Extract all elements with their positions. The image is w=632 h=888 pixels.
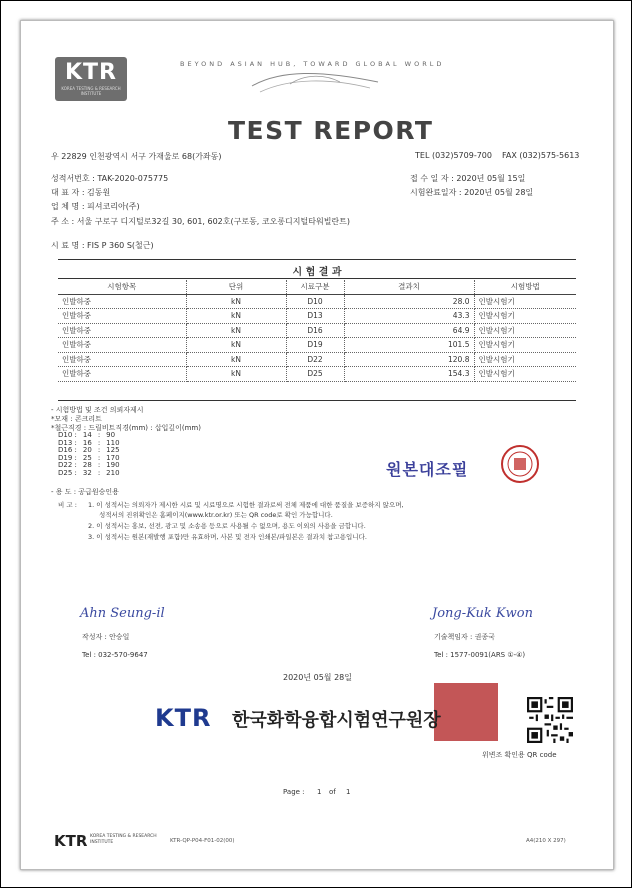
spec-cell: D25 : bbox=[58, 468, 77, 477]
spec-cell: 32 bbox=[82, 468, 92, 477]
col-header: 시료구분 bbox=[286, 280, 344, 294]
red-seal-icon bbox=[500, 441, 540, 487]
page-current: 1 bbox=[317, 788, 322, 796]
official-seal bbox=[434, 683, 498, 741]
company-address: 주 소 : 서울 구로구 디지털로32길 30, 601, 602호(구로동, 코오롱디지털타워빌란트) bbox=[51, 217, 351, 226]
results-table bbox=[58, 280, 576, 382]
issuer-fax: FAX (032)575-5613 bbox=[502, 151, 580, 160]
author-role: 작성자 : 안승일 bbox=[82, 633, 130, 641]
remark-3: 3. 이 성적서는 원본(재발행 포함)만 유효하며, 사본 및 전자 인쇄본/파일본은 결과치 참고용입니다. bbox=[88, 533, 367, 541]
issuer-tel: TEL (032)5709-700 bbox=[415, 151, 492, 160]
cell-method: 인발시험기 bbox=[474, 309, 576, 324]
spec-cell: D22 : bbox=[58, 461, 77, 469]
purpose: - 용 도 : 공급원승인용 bbox=[51, 488, 119, 496]
spec-cell: 14 bbox=[82, 431, 92, 439]
page-of: of bbox=[329, 788, 336, 796]
spec-cell: D13 : bbox=[58, 438, 77, 447]
cell-unit: kN bbox=[186, 367, 286, 382]
report-title: TEST REPORT bbox=[228, 116, 434, 145]
col-header: 시험방법 bbox=[474, 280, 576, 294]
completed-date: 시험완료일자 : 2020년 05월 28일 bbox=[410, 188, 534, 197]
cell-item: 인발하중 bbox=[58, 309, 186, 324]
footer-logo-sub: KOREA TESTING & RESEARCH INSTITUTE bbox=[90, 834, 157, 845]
cell-value: 43.3 bbox=[344, 309, 474, 324]
results-heading: 시 험 결 과 bbox=[292, 267, 342, 278]
table-row bbox=[58, 367, 576, 382]
cell-method: 인발시험기 bbox=[474, 352, 576, 367]
spec-cell: D10 : bbox=[58, 431, 77, 439]
col-header: 시험항목 bbox=[58, 280, 186, 294]
cell-unit: kN bbox=[186, 323, 286, 338]
page-label: Page : bbox=[283, 788, 305, 796]
footer-logo: KTR bbox=[54, 832, 88, 850]
spec-cell: : bbox=[97, 446, 101, 454]
sample-name: 시 료 명 : FIS P 360 S(철근) bbox=[51, 241, 154, 250]
spec-cell: 28 bbox=[82, 461, 92, 469]
remark-1: 1. 이 성적서는 의뢰자가 제시한 시료 및 시료명으로 시험한 결과로써 전체 제품에 대한 품질을 보증하지 않으며, bbox=[88, 501, 404, 509]
spec-cell: 25 bbox=[82, 453, 92, 462]
col-header: 단위 bbox=[186, 280, 286, 294]
representative: 대 표 자 : 김동원 bbox=[51, 188, 111, 197]
cell-method: 인발시험기 bbox=[474, 294, 576, 309]
spec-cell: : bbox=[97, 461, 101, 469]
manager-role: 기술책임자 : 권종국 bbox=[434, 633, 495, 641]
cell-sample: D22 bbox=[286, 352, 344, 367]
cell-unit: kN bbox=[186, 352, 286, 367]
col-header: 결과치 bbox=[344, 280, 474, 294]
footer-paper-size: A4(210 X 297) bbox=[526, 838, 566, 844]
logo-text: KTR bbox=[65, 60, 117, 85]
cell-value: 28.0 bbox=[344, 294, 474, 309]
spec-cell: 16 bbox=[82, 438, 92, 447]
table-row bbox=[58, 352, 576, 367]
cell-method: 인발시험기 bbox=[474, 367, 576, 382]
spec-cell: 20 bbox=[82, 446, 92, 454]
conditions-title: - 시험방법 및 조건 의뢰자제시 bbox=[51, 406, 144, 414]
tagline: BEYOND ASIAN HUB, TOWARD GLOBAL WORLD bbox=[180, 60, 445, 68]
original-verified-mark: 원본대조필 bbox=[386, 460, 469, 479]
cell-item: 인발하중 bbox=[58, 352, 186, 367]
spec-row bbox=[58, 470, 126, 478]
author-tel: Tel : 032-570-9647 bbox=[82, 651, 148, 659]
manager-tel: Tel : 1577-0091(ARS ①-④) bbox=[434, 651, 526, 659]
remark-1b: 성적서의 진위확인은 홈페이지(www.ktr.or.kr) 또는 QR code로 확인 가능합니다. bbox=[99, 511, 333, 519]
spec-cell: 170 bbox=[106, 453, 120, 462]
cell-unit: kN bbox=[186, 338, 286, 353]
table-row bbox=[58, 309, 576, 324]
cell-sample: D19 bbox=[286, 338, 344, 353]
cell-method: 인발시험기 bbox=[474, 323, 576, 338]
cell-item: 인발하중 bbox=[58, 323, 186, 338]
issuer-address: 우 22829 인천광역시 서구 가재울로 68(가좌동) bbox=[51, 152, 222, 161]
results-top-rule bbox=[58, 259, 576, 260]
manager-signature: Jong-Kuk Kwon bbox=[432, 606, 533, 621]
cell-value: 101.5 bbox=[344, 338, 474, 353]
page-total: 1 bbox=[346, 788, 351, 796]
swoosh-icon bbox=[250, 68, 380, 96]
cell-sample: D10 bbox=[286, 294, 344, 309]
issuer-name: 한국화학융합시험연구원장 bbox=[232, 710, 441, 731]
issuer-logo: KTR bbox=[155, 704, 212, 732]
report-number: 성적서번호 : TAK-2020-075775 bbox=[51, 174, 169, 183]
remark-2: 2. 이 성적서는 홍보, 선전, 광고 및 소송용 등으로 사용될 수 없으며, 용도 이외의 사용을 금합니다. bbox=[88, 522, 366, 530]
cell-sample: D25 bbox=[286, 367, 344, 382]
spec-cell: : bbox=[97, 438, 101, 447]
cell-item: 인발하중 bbox=[58, 338, 186, 353]
spec-cell: 125 bbox=[106, 446, 120, 454]
cell-item: 인발하중 bbox=[58, 367, 186, 382]
cell-unit: kN bbox=[186, 309, 286, 324]
cell-value: 120.8 bbox=[344, 352, 474, 367]
ktr-logo bbox=[55, 57, 127, 101]
footer-form-code: KTR-QP-P04-F01-02(00) bbox=[170, 838, 235, 844]
logo-subtext: KOREA TESTING & RESEARCH INSTITUTE bbox=[61, 86, 121, 96]
spec-table bbox=[58, 432, 126, 477]
spec-cell: : bbox=[97, 431, 101, 439]
cell-unit: kN bbox=[186, 294, 286, 309]
table-row bbox=[58, 338, 576, 353]
results-header-row bbox=[58, 280, 576, 294]
spec-cell: D16 : bbox=[58, 446, 77, 454]
spec-cell: : bbox=[97, 468, 101, 477]
results-bottom-rule bbox=[58, 400, 576, 401]
company-name: 업 체 명 : 피셔코리아(주) bbox=[51, 202, 140, 211]
spec-cell: 190 bbox=[106, 461, 120, 469]
cell-sample: D16 bbox=[286, 323, 344, 338]
cell-item: 인발하중 bbox=[58, 294, 186, 309]
author-signature: Ahn Seung-il bbox=[80, 606, 165, 621]
remarks-label: 비 고 : bbox=[58, 501, 77, 509]
conditions-drill: *철근직경 : 드릴비트직경(mm) : 삽입깊이(mm) bbox=[51, 424, 201, 432]
qr-code-icon[interactable] bbox=[527, 697, 573, 743]
qr-label: 위변조 확인용 QR code bbox=[482, 751, 557, 759]
spec-cell: 110 bbox=[106, 438, 120, 447]
issue-date: 2020년 05월 28일 bbox=[283, 673, 352, 682]
spec-cell: D19 : bbox=[58, 453, 77, 462]
cell-value: 154.3 bbox=[344, 367, 474, 382]
results-header-rule bbox=[58, 278, 576, 279]
received-date: 접 수 일 자 : 2020년 05월 15일 bbox=[410, 174, 526, 183]
cell-sample: D13 bbox=[286, 309, 344, 324]
cell-value: 64.9 bbox=[344, 323, 474, 338]
cell-method: 인발시험기 bbox=[474, 338, 576, 353]
spec-cell: 210 bbox=[106, 468, 120, 477]
spec-cell: 90 bbox=[106, 431, 116, 439]
table-row bbox=[58, 294, 576, 309]
conditions-material: *모재 : 콘크리트 bbox=[51, 415, 102, 423]
spec-cell: : bbox=[97, 453, 101, 462]
table-row bbox=[58, 323, 576, 338]
